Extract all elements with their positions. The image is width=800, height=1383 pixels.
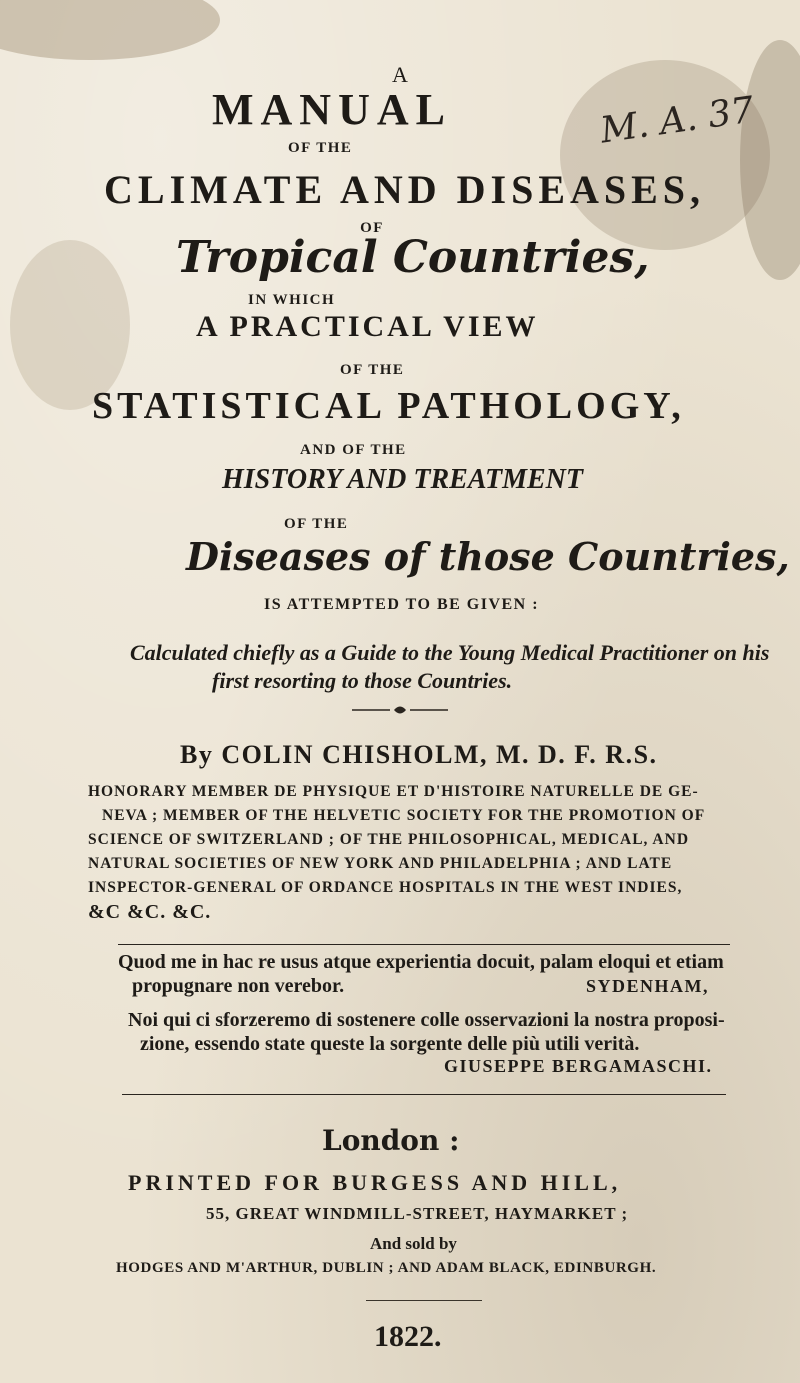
epigraph-1-line-2: propugnare non verebor. [132, 975, 345, 997]
title-statistical-pathology: STATISTICAL PATHOLOGY, [92, 385, 685, 427]
author-byline: By COLIN CHISHOLM, M. D. F. R.S. [180, 740, 658, 769]
title-of-the: OF THE [288, 140, 353, 156]
imprint-sold-by: And sold by [370, 1234, 457, 1253]
honors-line-6: &C &C. &C. [88, 901, 212, 923]
subtitle-line-1: Calculated chiefly as a Guide to the Young Medical Practitioner on his [130, 640, 770, 665]
title-attempted: IS ATTEMPTED TO BE GIVEN : [264, 596, 540, 613]
rule-upper [118, 944, 730, 945]
honors-line-2: NEVA ; MEMBER OF THE HELVETIC SOCIETY FOR THE PROMOTION OF [102, 807, 706, 824]
title-of-the-2: OF THE [340, 362, 405, 378]
subtitle-line-2: first resorting to those Countries. [212, 668, 513, 693]
epigraph-2-line-2: zione, essendo state queste la sorgente delle più utili verità. [140, 1033, 640, 1055]
imprint-printed-for: PRINTED FOR BURGESS AND HILL, [128, 1170, 622, 1195]
imprint-year: 1822. [374, 1320, 442, 1353]
imprint-sellers: HODGES AND M'ARTHUR, DUBLIN ; AND ADAM BLACK, EDINBURGH. [116, 1260, 657, 1276]
title-and-of-the: AND OF THE [300, 442, 407, 458]
title-history-treatment: HISTORY AND TREATMENT [222, 464, 583, 495]
stain-top-left [0, 0, 220, 60]
honors-line-5: INSPECTOR-GENERAL OF ORDANCE HOSPITALS IN THE WEST INDIES, [88, 879, 683, 896]
title-tropical-countries: Tropical Countries, [176, 232, 650, 283]
title-of-the-3: OF THE [284, 516, 349, 532]
handwritten-shelfmark: M. A. 37 [597, 89, 757, 152]
honors-line-3: SCIENCE OF SWITZERLAND ; OF THE PHILOSOPHICAL, MEDICAL, AND [88, 831, 690, 848]
ornament-divider [350, 702, 450, 718]
epigraph-1-line-1: Quod me in hac re usus atque experientia docuit, palam eloqui et etiam [118, 951, 724, 973]
imprint-address: 55, GREAT WINDMILL-STREET, HAYMARKET ; [206, 1204, 629, 1223]
epigraph-1-attribution: SYDENHAM, [586, 976, 710, 996]
epigraph-2-attribution: GIUSEPPE BERGAMASCHI. [444, 1056, 713, 1076]
title-practical-view: A PRACTICAL VIEW [196, 310, 539, 343]
title-diseases-countries: Diseases of those Countries, [186, 534, 790, 579]
honors-line-4: NATURAL SOCIETIES OF NEW YORK AND PHILADELPHIA ; AND LATE [88, 855, 673, 872]
title-of: OF [360, 220, 384, 236]
title-manual: MANUAL [212, 85, 452, 134]
imprint-city: London : [322, 1124, 460, 1157]
title-article: A [392, 62, 408, 87]
rule-short [366, 1300, 482, 1301]
author-honors [88, 780, 748, 924]
epigraph-2-line-1: Noi qui ci sforzeremo di sostenere colle osservazioni la nostra proposi- [128, 1009, 725, 1031]
title-climate-diseases: CLIMATE AND DISEASES, [104, 167, 706, 212]
honors-line-1: HONORARY MEMBER DE PHYSIQUE ET D'HISTOIRE NATURELLE DE GE- [88, 783, 699, 800]
title-in-which: IN WHICH [248, 292, 336, 308]
rule-lower [122, 1094, 726, 1095]
